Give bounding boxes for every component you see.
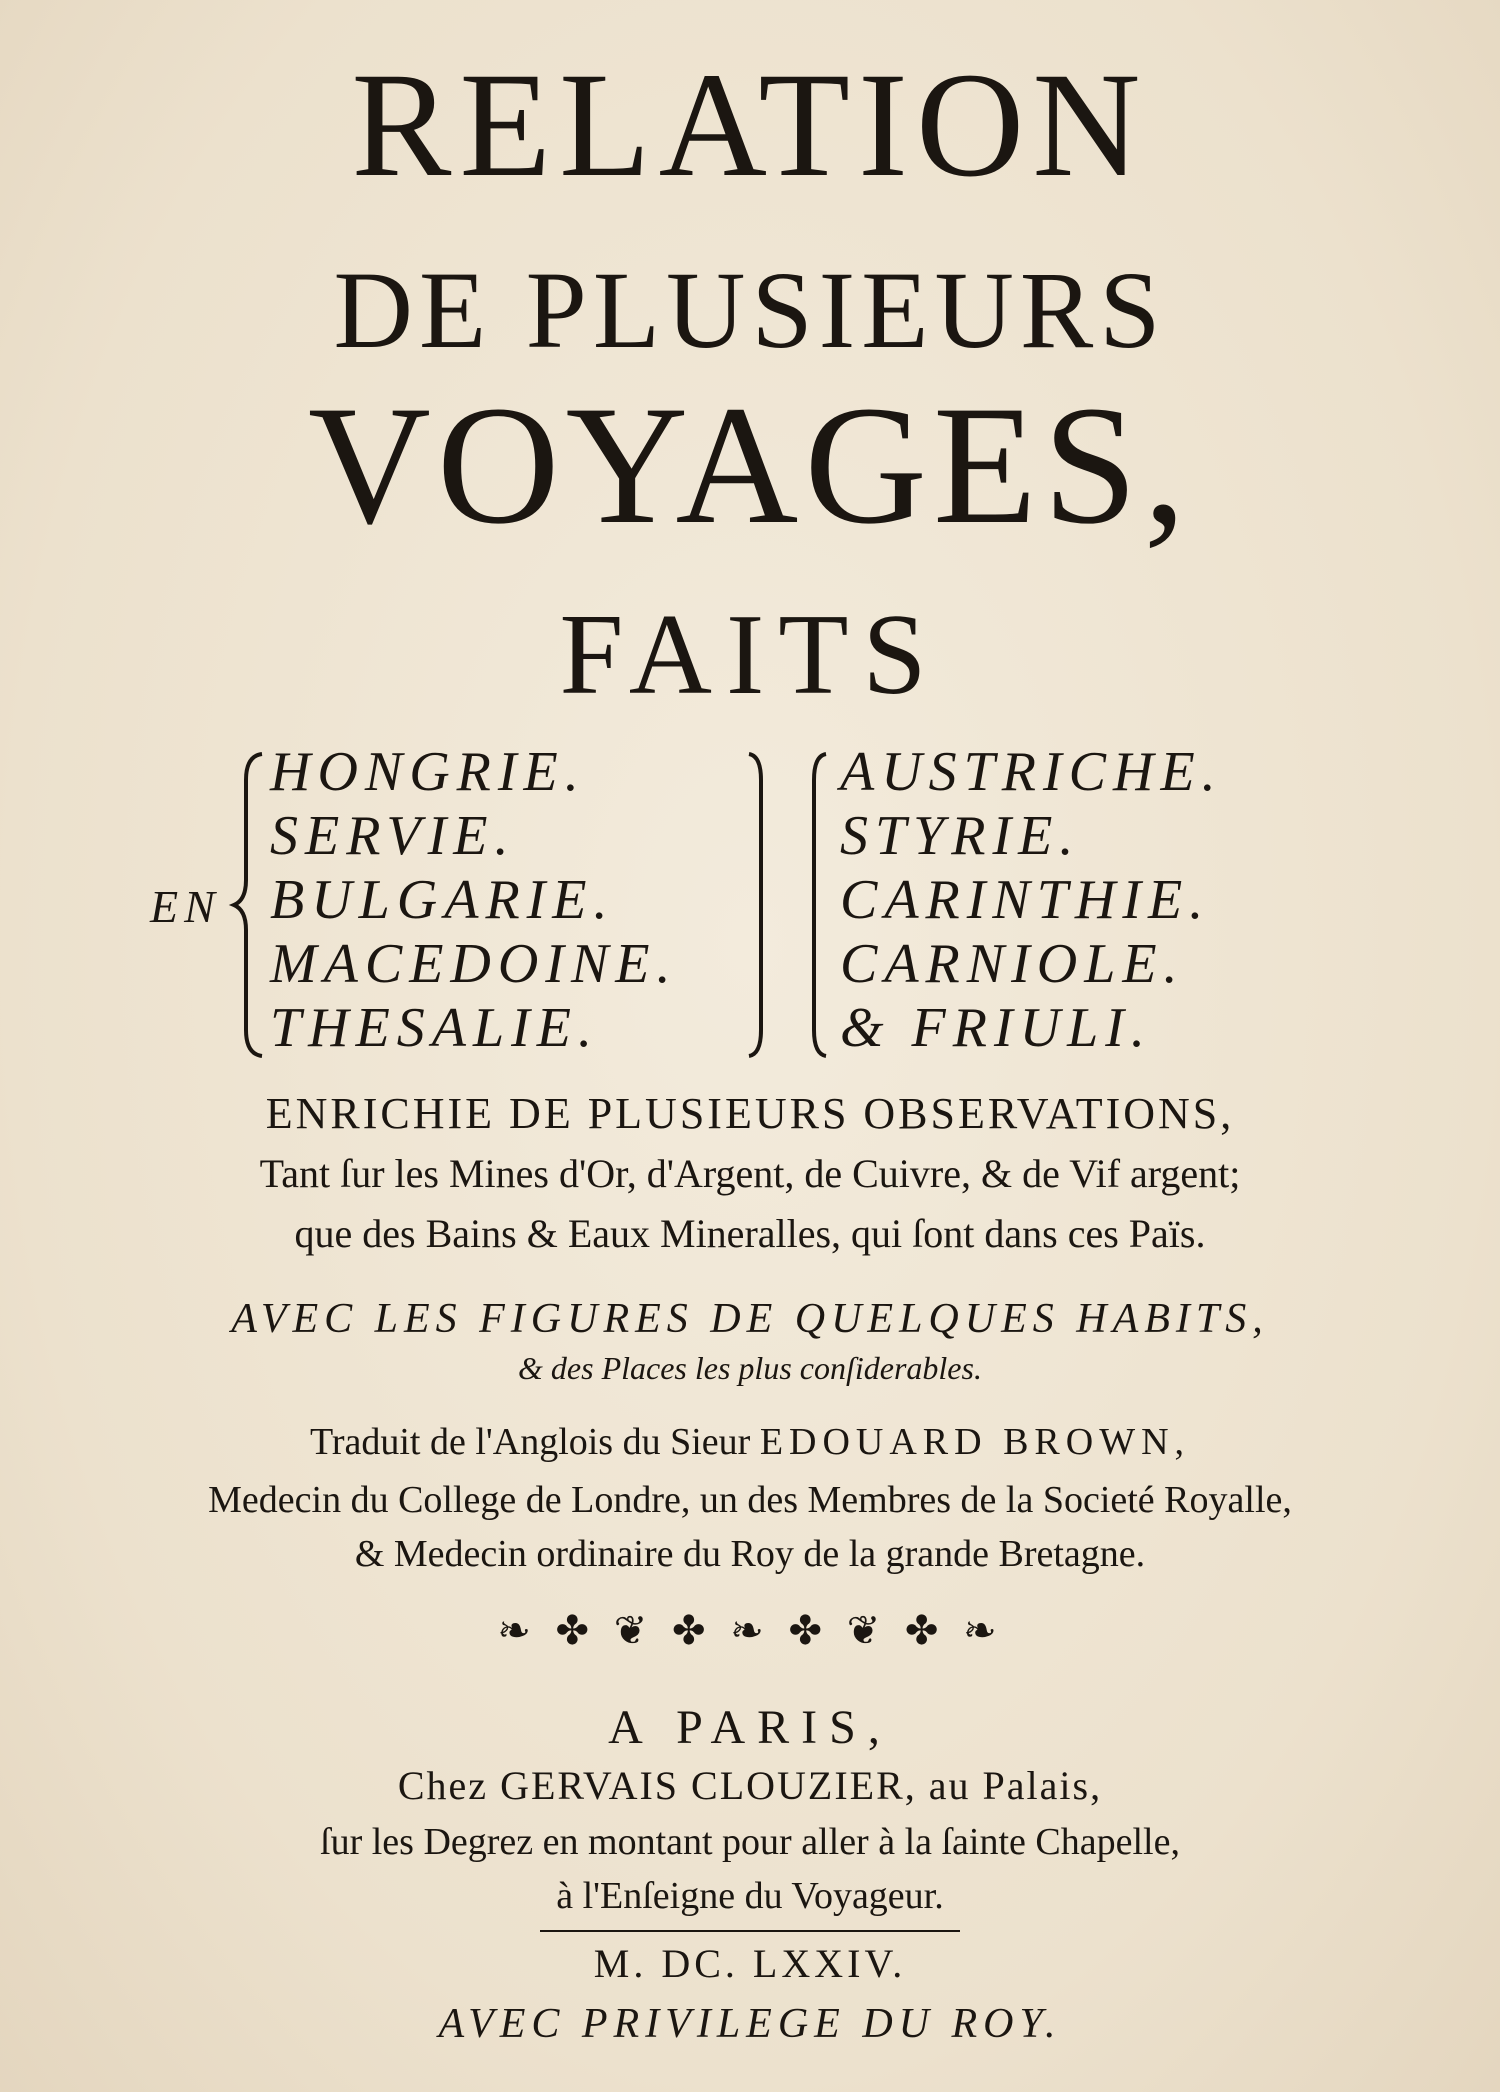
- fleuron-ornament-icon: ❧ ✤ ❦ ✤ ❧ ✤ ❦ ✤ ❧: [497, 1608, 1003, 1654]
- regions-block: [0, 740, 1500, 1070]
- regions-prefix: EN: [150, 881, 221, 932]
- regions-left-column: [270, 740, 678, 1060]
- imprint-publisher: Chez GERVAIS CLOUZIER, au Palais,: [397, 1763, 1103, 1808]
- title-line-de-plusieurs: DE PLUSIEURS: [333, 249, 1167, 371]
- author-title-line-1: Medecin du College de Londre, un des Membres de la Societé Royalle,: [208, 1479, 1292, 1521]
- imprint-city: A PARIS,: [608, 1701, 892, 1754]
- region-hongrie: HONGRIE.: [270, 741, 586, 803]
- title-line-relation: RELATION: [351, 42, 1149, 208]
- translator-prefix: Traduit de l'Anglois du Sieur: [309, 1421, 760, 1463]
- region-carniole: CARNIOLE.: [840, 933, 1185, 995]
- region-austriche: AUSTRICHE.: [840, 741, 1223, 803]
- region-bulgarie: BULGARIE.: [270, 869, 615, 931]
- middle-right-brace-icon: [745, 750, 775, 1060]
- imprint-sign: à l'Enſeigne du Voyageur.: [556, 1875, 944, 1917]
- bains-line: que des Bains & Eaux Mineralles, qui ſont dans ces Païs.: [294, 1211, 1206, 1256]
- enrichie-line: ENRICHIE DE PLUSIEURS OBSERVATIONS,: [265, 1089, 1235, 1138]
- imprint-address: ſur les Degrez en montant pour aller à la ſainte Chapelle,: [320, 1821, 1180, 1863]
- region-styrie: STYRIE.: [840, 805, 1081, 867]
- region-servie: SERVIE.: [270, 805, 516, 867]
- places-line: & des Places les plus conſiderables.: [518, 1350, 982, 1386]
- divider-rule: [540, 1930, 960, 1932]
- middle-left-brace-icon: [800, 750, 830, 1060]
- title-line-faits: FAITS: [559, 591, 941, 718]
- translator-line: [0, 1420, 1500, 1464]
- region-carinthie: CARINTHIE.: [840, 869, 1211, 931]
- imprint-date: M. DC. LXXIV.: [593, 1941, 907, 1986]
- mines-line: Tant ſur les Mines d'Or, d'Argent, de Cuivre, & de Vif argent;: [259, 1151, 1241, 1196]
- left-brace-icon: [228, 750, 268, 1060]
- title-line-voyages: VOYAGES,: [308, 371, 1192, 559]
- author-name: EDOUARD BROWN,: [759, 1421, 1191, 1463]
- regions-right-column: [840, 740, 1223, 1060]
- region-friuli: & FRIULI.: [840, 997, 1152, 1059]
- region-macedoine: MACEDOINE.: [270, 933, 678, 995]
- figures-line: AVEC LES FIGURES DE QUELQUES HABITS,: [231, 1296, 1269, 1342]
- privilege-line: AVEC PRIVILEGE DU ROY.: [438, 2001, 1062, 2047]
- author-title-line-2: & Medecin ordinaire du Roy de la grande Bretagne.: [354, 1533, 1146, 1575]
- region-thesalie: THESALIE.: [270, 997, 599, 1059]
